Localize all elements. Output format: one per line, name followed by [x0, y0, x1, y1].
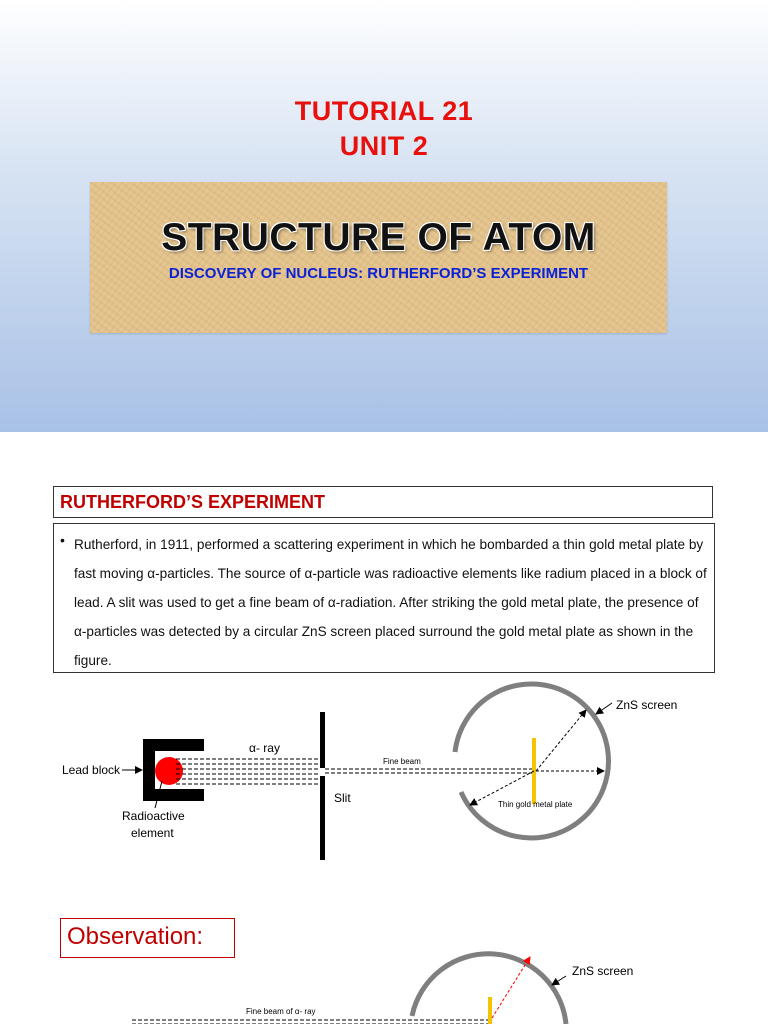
radioactive-label-2: element	[131, 826, 174, 840]
slit-upper	[320, 712, 325, 768]
unit-number: UNIT 2	[339, 131, 429, 161]
radioactive-label-1: Radioactive	[122, 809, 185, 823]
experiment-diagram	[0, 680, 768, 860]
banner-subtitle: DISCOVERY OF NUCLEUS: RUTHERFORD’S EXPERIMENT	[168, 265, 589, 282]
paragraph-box	[53, 523, 715, 673]
obs-zns-screen-label: ZnS screen	[572, 964, 634, 978]
content-slide	[0, 432, 768, 1024]
fine-beam-label: Fine beam	[383, 757, 421, 766]
radioactive-source	[155, 757, 183, 785]
lead-block-label: Lead block	[62, 763, 121, 777]
section-heading-box	[53, 486, 713, 518]
observation-heading: Observation:	[67, 923, 204, 950]
zns-screen-label: ZnS screen	[616, 698, 678, 712]
slit-lower	[320, 776, 325, 860]
alpha-ray-label: α- ray	[249, 741, 280, 755]
slit-label: Slit	[334, 791, 351, 805]
observation-diagram	[0, 940, 768, 1024]
bullet-icon: •	[60, 532, 65, 548]
title-banner	[90, 182, 667, 333]
obs-fine-beam-lines	[132, 1020, 488, 1024]
experiment-description: Rutherford, in 1911, performed a scattering experiment in which he bombarded a thin gold metal plate by fast moving α-particles. The source of α-particle was radioactive elements like radium placed in a block of lead. A slit was used to get a fine beam of α-radiation. After striking the gold metal plate, the presence of α-particles was detected by a circular ZnS screen placed surround the gold metal plate as shown in the figure.	[74, 537, 707, 668]
title-slide	[0, 0, 768, 432]
obs-fine-beam-label: Fine beam of α- ray	[246, 1007, 316, 1016]
obs-gold-plate	[488, 997, 492, 1024]
fine-beam-lines	[325, 769, 533, 773]
section-heading: RUTHERFORD’S EXPERIMENT	[60, 492, 326, 512]
tutorial-number: TUTORIAL 21	[294, 96, 474, 126]
banner-title: STRUCTURE OF ATOM	[161, 216, 596, 259]
alpha-ray-lines	[176, 759, 320, 784]
zns-screen-circle	[455, 684, 608, 838]
gold-plate-label: Thin gold metal plate	[498, 800, 573, 809]
